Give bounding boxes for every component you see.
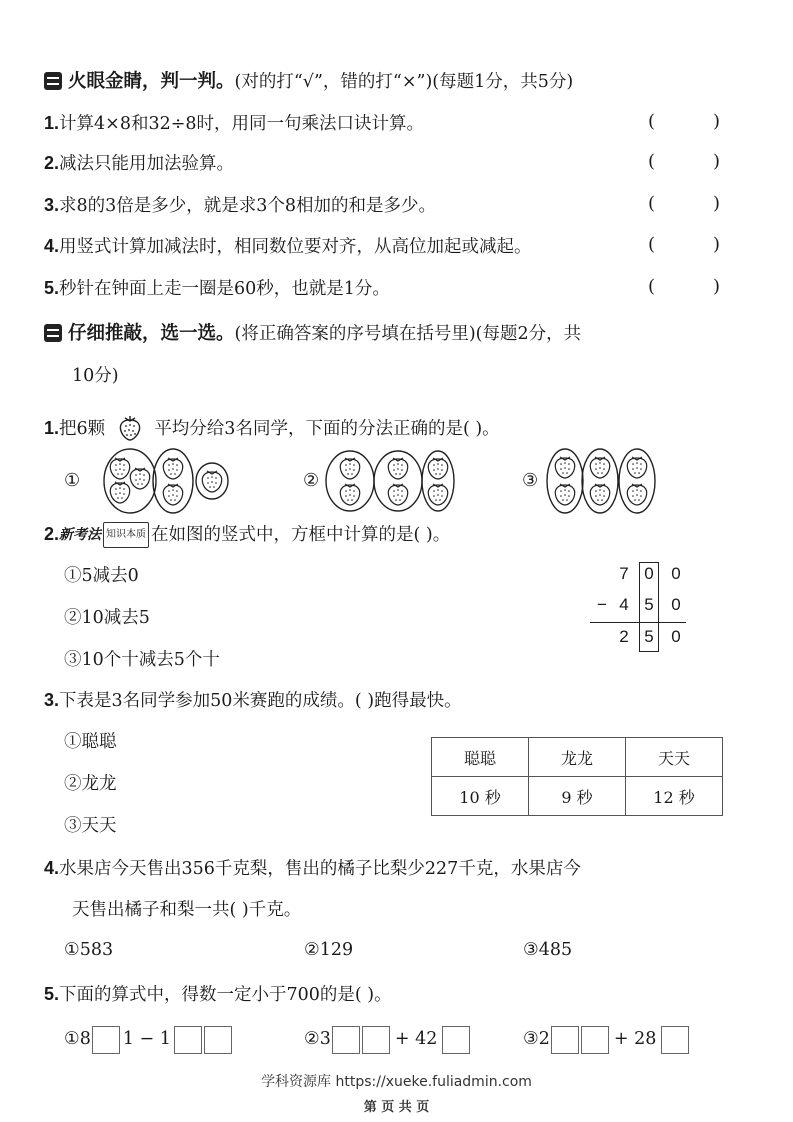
section2-header — [44, 322, 581, 346]
digit-box[interactable] — [551, 1026, 579, 1054]
footer-source: 学科资源库 https://xueke.fuliadmin.com — [261, 1074, 532, 1090]
new-method-badge: 新考法 — [59, 527, 102, 543]
highlight-frame — [639, 562, 659, 652]
q3-option-2[interactable]: ②龙龙 — [64, 774, 117, 794]
q4-option-2[interactable]: ②129 — [304, 940, 354, 960]
table-header: 天天 — [626, 738, 723, 777]
q3-option-3[interactable]: ③天天 — [64, 816, 117, 836]
digit-box[interactable] — [92, 1026, 120, 1054]
footer-page: 第 页 共 页 — [363, 1100, 430, 1115]
answer-paren-5[interactable]: ( ) — [648, 276, 720, 297]
q5-option-3[interactable]: ③2 + 28 — [523, 1024, 690, 1054]
judge-item-2: 2.减法只能用加法验算。 — [44, 153, 235, 174]
table-header: 龙龙 — [529, 738, 626, 777]
option-2-label[interactable]: ② — [303, 470, 320, 491]
q4-option-3[interactable]: ③485 — [523, 940, 573, 960]
option-3-label[interactable]: ③ — [522, 470, 539, 491]
judge-item-5: 5.秒针在钟面上走一圈是60秒，也就是1分。 — [44, 278, 390, 299]
section1-title: 火眼金睛，判一判。 — [68, 71, 235, 92]
section1-note: (对的打“√”，错的打“×”)(每题1分，共5分) — [234, 72, 574, 92]
q5-option-2[interactable]: ②3 + 42 — [304, 1024, 471, 1054]
section-number-icon — [44, 72, 62, 90]
q5-option-1[interactable]: ①8 1 − 1 — [64, 1024, 233, 1054]
digit-box[interactable] — [174, 1026, 202, 1054]
answer-paren-4[interactable]: ( ) — [648, 234, 720, 255]
q4-option-1[interactable]: ①583 — [64, 940, 114, 960]
race-results-table — [431, 737, 723, 816]
section-number-icon — [44, 324, 62, 342]
choice-question-2: 2.新考法 知识本质 在如图的竖式中，方框中计算的是( )。 — [44, 522, 450, 548]
section2-note-cont: 10分) — [72, 366, 119, 386]
strawberry-grouping-options — [60, 444, 740, 518]
section2-title: 仔细推敲，选一选。 — [68, 323, 235, 344]
knowledge-tag-badge: 知识本质 — [103, 522, 149, 548]
table-cell: 12 秒 — [626, 777, 723, 816]
table-header: 聪聪 — [432, 738, 529, 777]
choice-question-1: 1.把6颗 平均分给3名同学，下面的分法正确的是( )。 — [44, 412, 500, 442]
answer-paren-3[interactable]: ( ) — [648, 193, 720, 214]
q2-option-2[interactable]: ②10减去5 — [64, 608, 150, 628]
option-3-groups — [547, 449, 655, 513]
table-cell: 10 秒 — [432, 777, 529, 816]
table-row — [432, 777, 723, 816]
digit-box[interactable] — [362, 1026, 390, 1054]
section2-note: (将正确答案的序号填在括号里)(每题2分，共 — [234, 324, 582, 344]
digit-box[interactable] — [661, 1026, 689, 1054]
vertical-subtraction: 7 0 0 − 4 5 0 2 5 0 — [590, 562, 690, 662]
judge-item-3: 3.求8的3倍是多少，就是求3个8相加的和是多少。 — [44, 195, 437, 216]
digit-box[interactable] — [332, 1026, 360, 1054]
vertical-line — [590, 622, 686, 623]
choice-question-4: 4.水果店今天售出356千克梨，售出的橘子比梨少227千克，水果店今 — [44, 858, 581, 879]
digit-box[interactable] — [204, 1026, 232, 1054]
option-2-groups — [326, 451, 454, 511]
choice-question-3: 3.下表是3名同学参加50米赛跑的成绩。( )跑得最快。 — [44, 690, 462, 711]
choice-question-4-cont: 天售出橘子和梨一共( )千克。 — [72, 900, 302, 920]
q3-option-1[interactable]: ①聪聪 — [64, 732, 117, 752]
digit-box[interactable] — [442, 1026, 470, 1054]
section1-header — [44, 70, 573, 94]
option-1-groups — [104, 449, 228, 513]
table-row — [432, 738, 723, 777]
answer-paren-1[interactable]: ( ) — [648, 111, 720, 132]
option-1-label[interactable]: ① — [64, 470, 81, 491]
strawberry-icon — [115, 412, 145, 442]
judge-item-4: 4.用竖式计算加减法时，相同数位要对齐，从高位加起或减起。 — [44, 236, 532, 257]
answer-paren-2[interactable]: ( ) — [648, 151, 720, 172]
digit-box[interactable] — [581, 1026, 609, 1054]
q2-option-3[interactable]: ③10个十减去5个十 — [64, 650, 220, 670]
choice-question-5: 5.下面的算式中，得数一定小于700的是( )。 — [44, 984, 392, 1005]
judge-item-1: 1.计算4×8和32÷8时，用同一句乘法口诀计算。 — [44, 113, 425, 134]
q2-option-1[interactable]: ①5减去0 — [64, 566, 139, 586]
table-cell: 9 秒 — [529, 777, 626, 816]
